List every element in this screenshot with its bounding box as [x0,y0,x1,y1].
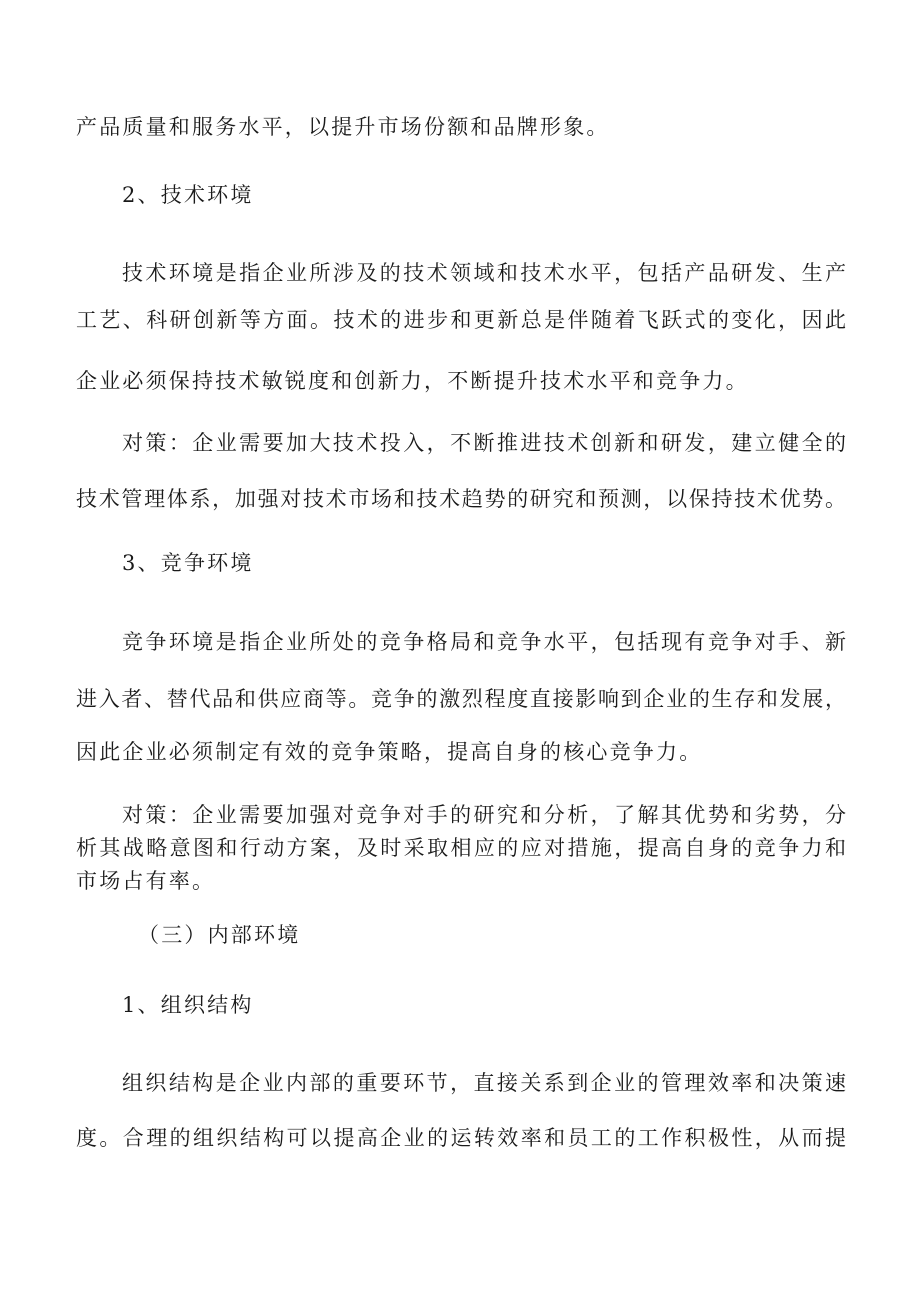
paragraph-line: 度。合理的组织结构可以提高企业的运转效率和员工的工作积极性，从而提 [76,1126,846,1150]
paragraph-line: 竞争环境是指企业所处的竞争格局和竞争水平，包括现有竞争对手、新 [122,630,846,654]
paragraph-line: 技术环境是指企业所涉及的技术领域和技术水平，包括产品研发、生产 [122,261,846,285]
section-heading-technology: 2、技术环境 [122,183,254,207]
paragraph-line: 对策：企业需要加大技术投入，不断推进技术创新和研发，建立健全的 [122,431,846,455]
paragraph-line: 产品质量和服务水平，以提升市场份额和品牌形象。 [76,115,610,139]
paragraph-line: 组织结构是企业内部的重要环节，直接关系到企业的管理效率和决策速 [122,1071,846,1095]
paragraph-line: 因此企业必须制定有效的竞争策略，提高自身的核心竞争力。 [76,740,703,764]
paragraph-line: 对策：企业需要加强对竞争对手的研究和分析，了解其优势和劣势，分 [122,803,846,827]
paragraph-line: 技术管理体系，加强对技术市场和技术趋势的研究和预测，以保持技术优势。 [76,487,846,511]
paragraph-line: 进入者、替代品和供应商等。竞争的激烈程度直接影响到企业的生存和发展， [76,687,846,711]
section-heading-organization: 1、组织结构 [122,993,254,1017]
paragraph-line: 市场占有率。 [76,869,216,893]
paragraph-line: 工艺、科研创新等方面。技术的进步和更新总是伴随着飞跃式的变化，因此 [76,308,846,332]
section-heading-competition: 3、竞争环境 [122,551,254,575]
paragraph-line: 析其战略意图和行动方案，及时采取相应的应对措施，提高自身的竞争力和 [76,836,846,860]
section-heading-internal: （三）内部环境 [138,923,301,947]
paragraph-line: 企业必须保持技术敏锐度和创新力，不断提升技术水平和竞争力。 [76,369,749,393]
